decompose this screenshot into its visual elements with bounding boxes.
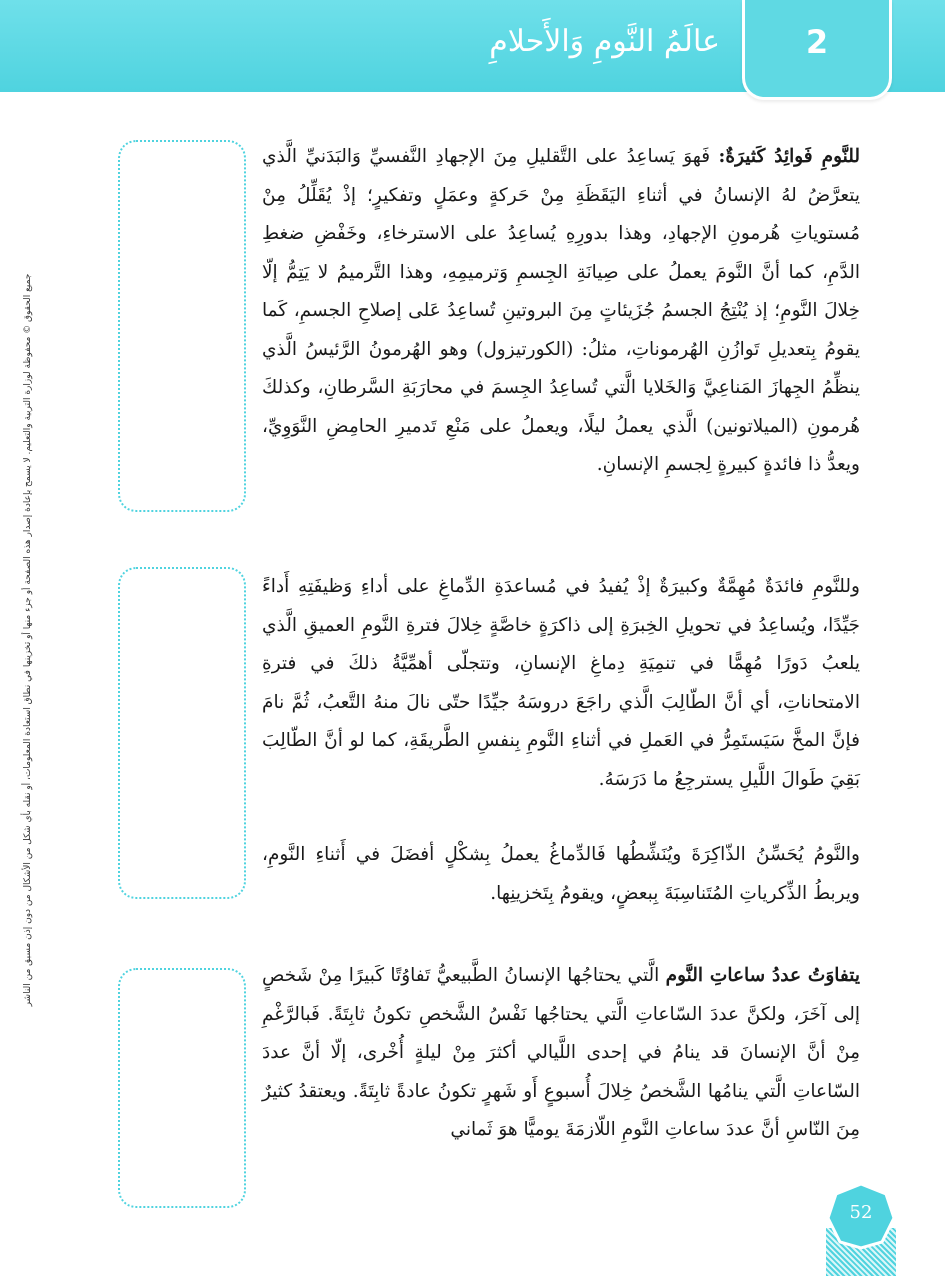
page-number: 52 bbox=[849, 1202, 873, 1223]
notes-box-3 bbox=[118, 968, 246, 1208]
chapter-title: عالَمُ النَّومِ وَالأَحلامِ bbox=[489, 24, 720, 59]
paragraph-body: الَّتي يحتاجُها الإنسانُ الطَّبيعيُّ تَفاوُتًا كَبيرًا مِنْ شَخصٍ إلى آخَرَ، ولكنَّ عددَ السّاعاتِ الَّتي يحتاجُها نَفْسُ الشَّخصِ تكونُ ثابِتَةً. فَبالرَّغْمِ مِنْ أنَّ الإنسانَ قد ينامُ في إحدى اللَّيالي أكثرَ مِنْ ليلةٍ أُخْرى، إلّا أنَّ عددَ السّاعاتِ الَّتي ينامُها الشَّخصُ خِلالَ أُسبوعٍ أَو شَهرٍ تكونُ عادةً ثابِتَةً. ويعتقدُ كثيرٌ مِنَ النّاسِ أنَّ عددَ ساعاتِ النَّومِ اللّازمَةَ يوميًّا هوَ ثَماني bbox=[262, 965, 860, 1140]
paragraph-lead: للنَّومِ فَوائِدُ كَثيرَةٌ: bbox=[718, 146, 860, 167]
copyright-note: جميع الحقوق © محفوظة لوزارة التربية والتعليم. لا يسمح بإعادة إصدار هذه الصفحة أو جزء منها أو تخزينها في نطاق استعادة المعلومات، أو نقله بأي شكل من الأشكال من دون إذن مسبق من الناشر bbox=[23, 273, 33, 1007]
paragraph-body: فَهوَ يَساعِدُ على التَّقليلِ مِنَ الإجهادِ النَّفسيِّ وَالبَدَنيِّ الَّذي يتعرَّضُ لهُ الإنسانُ في أثناءِ اليَقَظَةِ مِنْ حَركةٍ وعمَلٍ وتفكيرٍ؛ إذْ يُقَلِّلُ مِنْ مُستوياتِ هُرمونِ الإجهادِ، وهذا بدورِهِ يُساعِدُ على الاسترخاءِ، وخَفْضِ ضغطِ الدَّمِ، كما أنَّ النَّومَ يعملُ على صِيانَةِ الجِسمِ وَترميمِهِ، وهذا التَّرميمُ لا يَتِمُّ إلّا خِلالَ النَّومِ؛ إذ يُنْتِجُ الجسمُ جُزَيئاتٍ مِنَ البروتينِ تُساعِدُ عَلى إصلاحِ الجسمِ، كَما يقومُ بِتعديلِ تَوازُنِ الهُرموناتِ، مثلُ: (الكورتيزول) وهو الهُرمونُ الرَّئيسُ الَّذي ينظِّمُ الجِهازَ المَناعِيَّ وَالخَلايا الَّتي تُساعِدُ الجِسمَ في محارَبَةِ السَّرطانِ، وكذلكَ هُرمونِ (الميلاتونين) الَّذي يعملُ ليلًا، ويعملُ على مَنْعِ تَدميرِ الحامِضِ النَّوَوِيِّ، ويعدُّ ذا فائدةٍ كبيرةٍ لِجسمِ الإنسانِ. bbox=[262, 146, 860, 475]
paragraph-brain-memory: وللنَّومِ فائدَةٌ مُهِمَّةٌ وكبيرَةٌ إذْ يُفيدُ في مُساعدَةِ الدِّماغِ على أداءِ وَظيفَتِهِ أَداءً جَيِّدًا، ويُساعِدُ في تحويلِ الخِبرَةِ إلى ذاكرَةٍ خاصَّةٍ خِلالَ فترةِ النَّومِ العميقِ الَّذي يلعبُ دَورًا مُهِمًّا في تنمِيَةِ دِماغِ الإنسانِ، وتتجلّى أهمِّيَّةُ ذلكَ في فترةِ الامتحاناتِ، أي أنَّ الطّالِبَ الَّذي راجَعَ دروسَهُ جيِّدًا حتّى نالَ منهُ التَّعبُ، ثُمَّ نامَ فإنَّ المخَّ سَيَستَمِرُّ في العَملِ في أثناءِ النَّومِ بِنفسِ الطَّريقَةِ، كما لو أنَّ الطّالِبَ بَقِيَ طَوالَ اللَّيلِ يسترجِعُ ما دَرَسَهُ. bbox=[262, 576, 860, 790]
chapter-number-tab bbox=[742, 0, 892, 100]
notes-box-2 bbox=[118, 567, 246, 899]
chapter-number: 2 bbox=[805, 23, 829, 61]
paragraph-sleep-benefits bbox=[262, 138, 860, 485]
notes-box-1 bbox=[118, 140, 246, 512]
paragraph-lead: يتفاوَتُ عددُ ساعاتِ النَّوم bbox=[665, 965, 860, 986]
paragraph-sleep-hours bbox=[262, 957, 860, 1150]
paragraph-memory-activation: والنَّومُ يُحَسِّنُ الذّاكِرَةَ ويُنَشِّطُها فَالدِّماغُ يعملُ بِشكْلٍ أفضَلَ في أَثناءِ النَّومِ، ويربطُ الذِّكرياتِ المُتَناسِبَةَ بِبعضٍ، ويقومُ بِتَخزينِها. bbox=[262, 844, 860, 904]
